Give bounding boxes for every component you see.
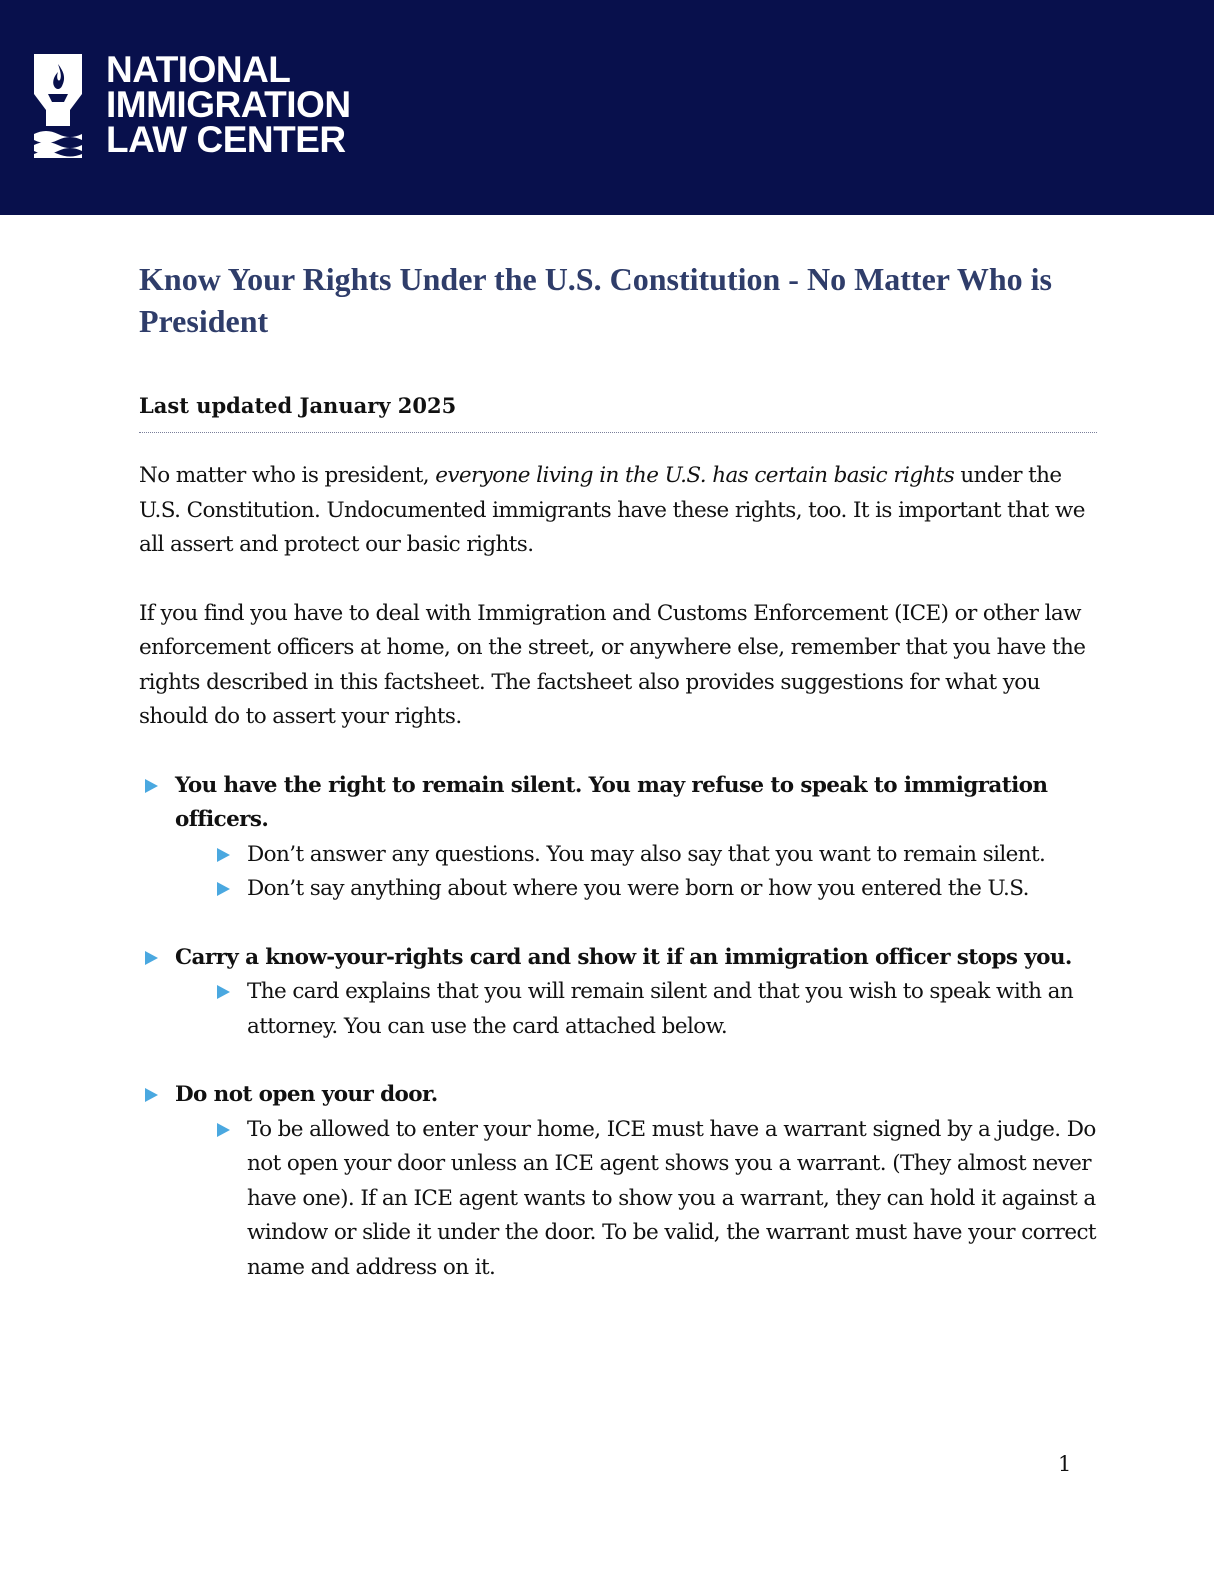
right-subitem bbox=[211, 975, 1097, 1044]
last-updated: Last updated January 2025 bbox=[139, 392, 1097, 433]
triangle-bullet-icon bbox=[217, 1123, 230, 1137]
logo-line-3: LAW CENTER bbox=[106, 119, 346, 160]
right-sublist bbox=[211, 1113, 1097, 1286]
triangle-bullet-icon bbox=[217, 985, 230, 999]
intro-p1-emphasis: everyone living in the U.S. has certain basic rights bbox=[435, 463, 955, 488]
logo-line-2: IMMIGRATION bbox=[106, 84, 351, 125]
right-item bbox=[139, 1078, 1097, 1285]
triangle-bullet-icon bbox=[145, 779, 158, 793]
right-subitem-text: To be allowed to enter your home, ICE must have a warrant signed by a judge. Do not open your door unless an ICE agent shows you a warrant. (They almost never have one). If an ICE agent wants to show you a warrant, they can hold it against a window or slide it under the door. To be valid, the warrant must have your correct name and address on it. bbox=[247, 1116, 1096, 1280]
right-heading: Carry a know-your-rights card and show it if an immigration officer stops you. bbox=[175, 944, 1072, 970]
intro-paragraph-1 bbox=[139, 459, 1097, 563]
right-subitem bbox=[211, 1113, 1097, 1286]
right-subitem-text: The card explains that you will remain silent and that you wish to speak with an attorney. You can use the card attached below. bbox=[247, 979, 1074, 1039]
right-sublist bbox=[211, 838, 1097, 907]
intro-p1-rest: under the U.S. Constitution. Undocumented immigrants have these rights, too. It is important that we all assert and protect our basic rights. bbox=[139, 463, 1085, 557]
torch-waves-logo-icon bbox=[34, 54, 82, 158]
triangle-bullet-icon bbox=[217, 882, 230, 896]
right-item bbox=[139, 769, 1097, 907]
right-item bbox=[139, 941, 1097, 1045]
right-subitem-text: Don’t answer any questions. You may also say that you want to remain silent. bbox=[247, 841, 1046, 867]
right-subitem bbox=[211, 838, 1097, 873]
logo-line-1: NATIONAL bbox=[106, 49, 291, 90]
page-title: Know Your Rights Under the U.S. Constitution - No Matter Who is President bbox=[139, 261, 1052, 339]
right-sublist bbox=[211, 975, 1097, 1044]
page-number: 1 bbox=[1058, 1452, 1072, 1476]
header-banner bbox=[0, 0, 1214, 215]
right-heading: Do not open your door. bbox=[175, 1082, 438, 1107]
triangle-bullet-icon bbox=[145, 1088, 158, 1102]
intro-p1-lead: No matter who is president, bbox=[139, 463, 436, 488]
intro-paragraph-2: If you find you have to deal with Immigration and Customs Enforcement (ICE) or other law enforcement officers at home, on the street, or anywhere else, remember that you have the rights described in this factsheet. The factsheet also provides suggestions for what you should do to assert your rights. bbox=[139, 600, 1086, 729]
right-subitem-text: Don’t say anything about where you were born or how you entered the U.S. bbox=[247, 876, 1029, 901]
document-body bbox=[139, 258, 1097, 1319]
triangle-bullet-icon bbox=[217, 848, 230, 862]
triangle-bullet-icon bbox=[145, 951, 158, 965]
logo-wordmark bbox=[106, 49, 351, 160]
right-subitem bbox=[211, 872, 1097, 907]
rights-list bbox=[139, 769, 1097, 1286]
right-heading: You have the right to remain silent. You may refuse to speak to immigration officers. bbox=[175, 772, 1048, 832]
